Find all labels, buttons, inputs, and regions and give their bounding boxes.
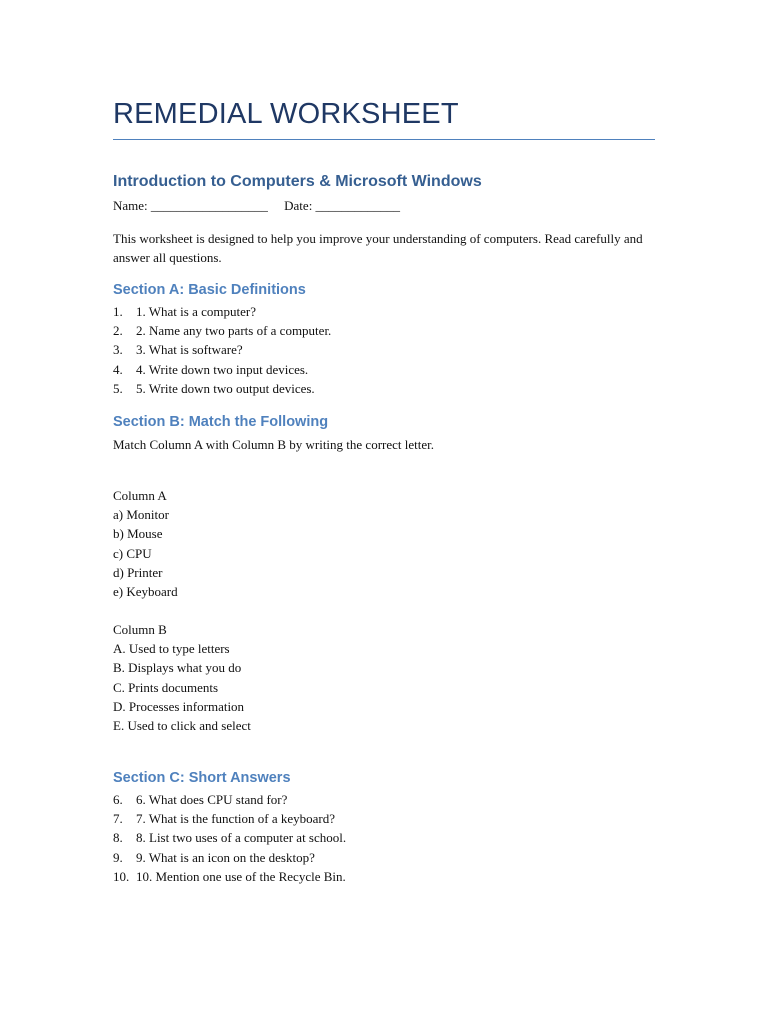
question-number: 10. — [113, 868, 130, 884]
question-number: 5. — [113, 380, 123, 396]
section-c-questions — [113, 790, 346, 886]
section-b-heading: Section B: Match the Following — [113, 414, 329, 430]
column-a-heading: Column A — [113, 488, 167, 503]
column-a-item: b) Mouse — [113, 526, 163, 542]
question-number: 3. — [113, 342, 123, 358]
column-b — [113, 620, 251, 735]
question-text: 8. List two uses of a computer at school. — [136, 830, 347, 846]
question-item — [113, 867, 346, 886]
question-number: 9. — [113, 849, 123, 865]
question-item — [113, 302, 331, 321]
column-b-heading: Column B — [113, 622, 167, 637]
question-number: 4. — [113, 361, 123, 377]
question-text: 10. Mention one use of the Recycle Bin. — [136, 868, 346, 884]
name-date-line: Name: __________________ Date: _____________ — [113, 198, 401, 213]
question-item — [113, 790, 346, 809]
column-a — [113, 486, 178, 601]
column-b-item: B. Displays what you do — [113, 660, 242, 676]
question-text: 3. What is software? — [136, 342, 243, 358]
column-b-item: E. Used to click and select — [113, 717, 251, 733]
question-text: 6. What does CPU stand for? — [136, 792, 288, 807]
column-a-item: a) Monitor — [113, 507, 169, 523]
question-text: 1. What is a computer? — [136, 304, 256, 319]
question-item — [113, 809, 346, 828]
section-b-instruction: Match Column A with Column B by writing the correct letter. — [113, 437, 434, 452]
section-a-heading: Section A: Basic Definitions — [113, 282, 306, 298]
question-number: 6. — [113, 792, 123, 807]
question-number: 8. — [113, 830, 123, 846]
question-item — [113, 379, 331, 398]
question-number: 2. — [113, 323, 123, 339]
question-text: 2. Name any two parts of a computer. — [136, 323, 332, 339]
question-text: 9. What is an icon on the desktop? — [136, 849, 315, 865]
column-b-item: A. Used to type letters — [113, 641, 230, 657]
question-number: 1. — [113, 304, 123, 319]
question-item — [113, 321, 331, 340]
column-b-item: C. Prints documents — [113, 679, 219, 695]
question-text: 4. Write down two input devices. — [136, 361, 309, 377]
question-text: 7. What is the function of a keyboard? — [136, 811, 336, 827]
column-a-item: d) Printer — [113, 564, 163, 580]
question-item — [113, 828, 346, 847]
column-a-item: c) CPU — [113, 545, 152, 561]
section-a-questions — [113, 302, 331, 398]
intro-paragraph: This worksheet is designed to help you improve your understanding of computers. Read carefully and answer all questions. — [113, 231, 643, 265]
question-text: 5. Write down two output devices. — [136, 380, 315, 396]
title-divider — [113, 139, 655, 140]
column-a-item: e) Keyboard — [113, 583, 178, 599]
question-item — [113, 360, 331, 379]
question-item — [113, 848, 346, 867]
section-c-heading: Section C: Short Answers — [113, 770, 291, 786]
question-number: 7. — [113, 811, 123, 827]
page-title: REMEDIAL WORKSHEET — [113, 98, 459, 130]
column-b-item: D. Processes information — [113, 698, 245, 714]
question-item — [113, 340, 331, 359]
worksheet-subtitle: Introduction to Computers & Microsoft Windows — [113, 173, 482, 190]
